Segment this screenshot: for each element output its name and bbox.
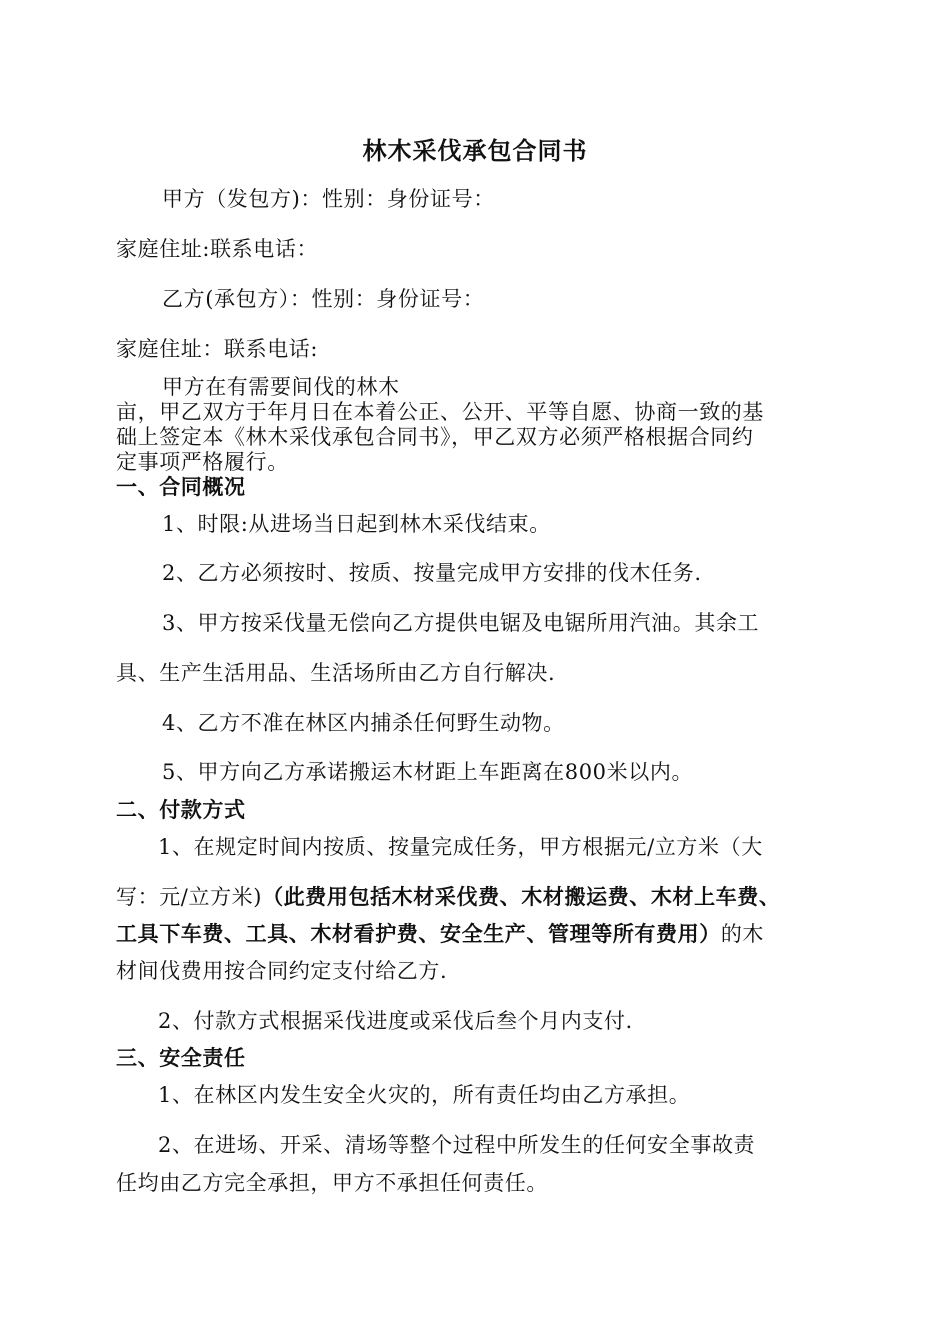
party-b-address: 家庭住址：联系电话: <box>116 337 319 361</box>
section-3-item-2-line-2: 任均由乙方完全承担，甲方不承担任何责任。 <box>116 1171 548 1195</box>
party-a-line: 甲方（发包方)：性别：身份证号： <box>162 187 495 211</box>
section-1-item-2: 2、乙方必须按时、按质、按量完成甲方安排的伐木任务. <box>162 561 702 585</box>
section-2-item-1-line-3 <box>116 921 764 947</box>
section-2-item-1-line-3-normal: 的木 <box>720 922 765 946</box>
contract-title: 林木采伐承包合同书 <box>362 136 588 165</box>
section-2-heading: 二、付款方式 <box>116 797 246 822</box>
party-b-line: 乙方(承包方）：性别：身份证号： <box>162 287 485 311</box>
section-2-item-1-line-2-normal: 写：元/立方米) <box>116 885 263 909</box>
section-1-item-3-line-1: 3、甲方按采伐量无偿向乙方提供电锯及电锯所用汽油。其余工 <box>162 611 760 635</box>
section-2-item-1-line-2-bold: （此费用包括木材采伐费、木材搬运费、木材上车费、 <box>262 884 781 909</box>
section-1-heading: 一、合同概况 <box>116 474 246 499</box>
party-a-address: 家庭住址:联系电话： <box>116 237 319 261</box>
section-1-item-1: 1、时限:从进场当日起到林木采伐结束。 <box>162 512 551 536</box>
section-3-heading: 三、安全责任 <box>116 1045 246 1070</box>
section-1-item-5: 5、甲方向乙方承诺搬运木材距上车距离在800米以内。 <box>162 760 694 784</box>
intro-line-3: 础上签定本《林木采伐承包合同书》，甲乙双方必须严格根据合同约 <box>116 425 754 449</box>
section-2-item-1-line-3-bold: 工具下车费、工具、木材看护费、安全生产、管理等所有费用） <box>116 921 721 946</box>
section-3-item-1: 1、在林区内发生安全火灾的，所有责任均由乙方承担。 <box>158 1083 691 1107</box>
intro-line-2: 亩，甲乙双方于年月日在本着公正、公开、平等自愿、协商一致的基 <box>116 400 764 424</box>
intro-line-4: 定事项严格履行。 <box>116 450 289 474</box>
section-2-item-1-line-1: 1、在规定时间内按质、按量完成任务，甲方根据元/立方米（大 <box>158 835 763 859</box>
section-2-item-1-line-4: 材间伐费用按合同约定支付给乙方. <box>116 959 448 983</box>
section-2-item-1-line-2 <box>116 884 780 910</box>
section-2-item-2: 2、付款方式根据采伐进度或采伐后叁个月内支付. <box>158 1009 633 1033</box>
section-1-item-3-line-2: 具、生产生活用品、生活场所由乙方自行解决. <box>116 661 556 685</box>
section-3-item-2-line-1: 2、在进场、开采、清场等整个过程中所发生的任何安全事故责 <box>158 1133 756 1157</box>
section-1-item-4: 4、乙方不准在林区内捕杀任何野生动物。 <box>162 711 565 735</box>
intro-line-1: 甲方在有需要间伐的林木 <box>162 375 400 399</box>
